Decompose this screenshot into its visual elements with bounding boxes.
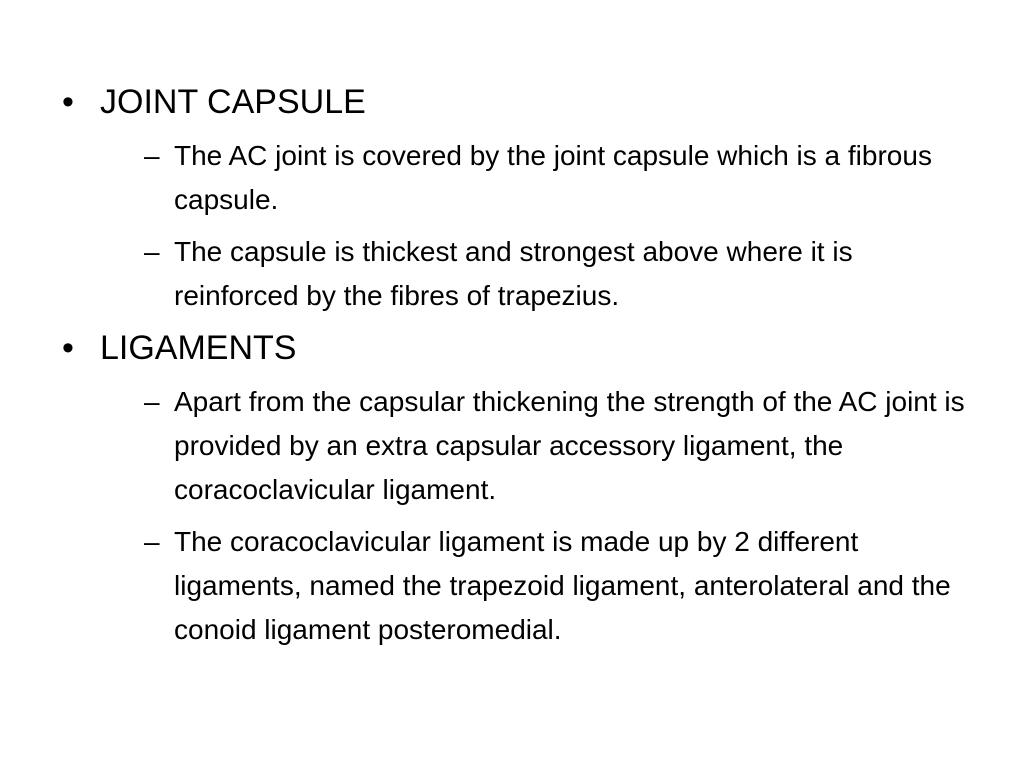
heading-text: JOINT CAPSULE xyxy=(100,83,366,121)
sub-bullet xyxy=(144,380,972,512)
dash-icon: – xyxy=(144,140,160,171)
sub-bullet-text: The capsule is thickest and strongest above where it is reinforced by the fibres of trapezius. xyxy=(174,236,853,311)
sub-bullet xyxy=(144,520,972,652)
sub-bullet-text: Apart from the capsular thickening the strength of the AC joint is provided by an extra capsular accessory ligament, the coracoclavicular ligament. xyxy=(174,386,965,505)
bullet-ligaments xyxy=(62,326,972,370)
dash-icon: – xyxy=(144,386,160,417)
sub-bullet xyxy=(144,230,972,318)
slide-content xyxy=(62,80,972,660)
bullet-joint-capsule xyxy=(62,80,972,124)
bullet-icon: • xyxy=(62,83,74,121)
bullet-icon: • xyxy=(62,329,74,367)
sub-bullet-text: The AC joint is covered by the joint capsule which is a fibrous capsule. xyxy=(174,140,932,215)
heading-text: LIGAMENTS xyxy=(100,329,297,367)
dash-icon: – xyxy=(144,526,160,557)
dash-icon: – xyxy=(144,236,160,267)
sub-bullet-text: The coracoclavicular ligament is made up by 2 different ligaments, named the trapezoid ligament, anterolateral and the conoid ligament posteromedial. xyxy=(174,526,951,645)
sub-bullet xyxy=(144,134,972,222)
